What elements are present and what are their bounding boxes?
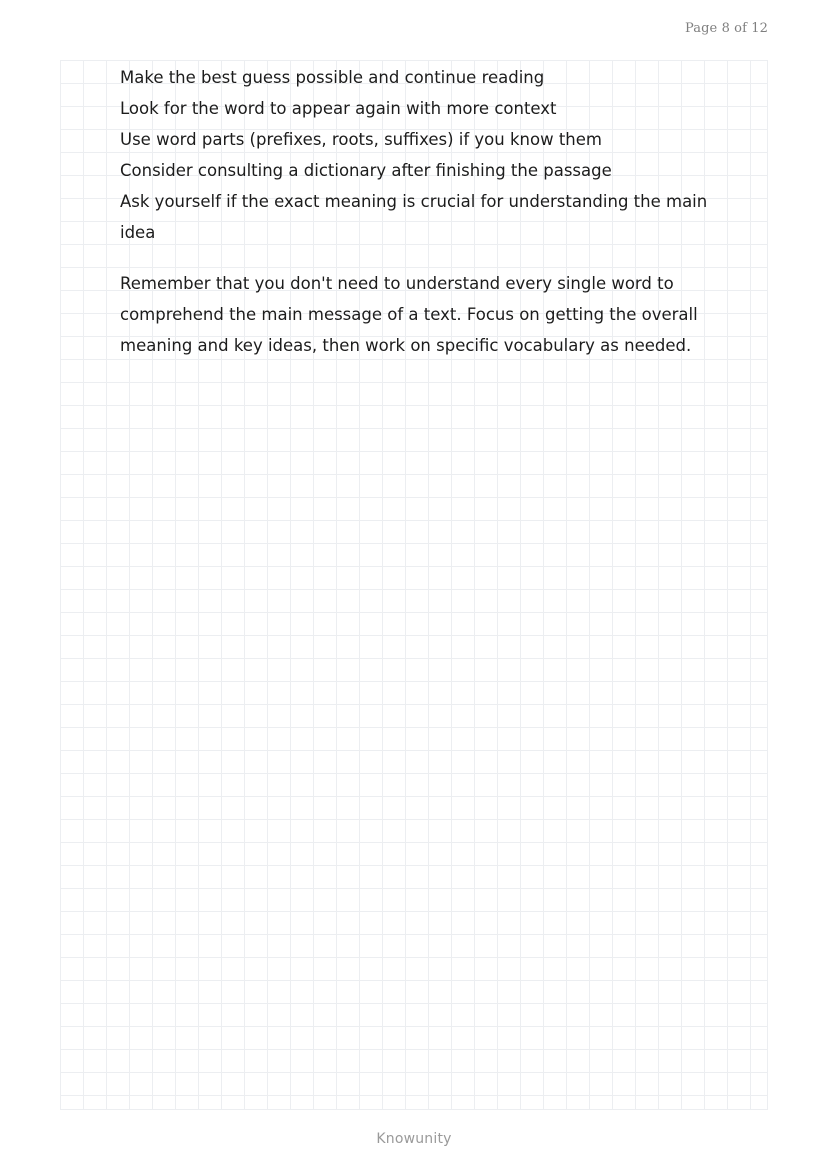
list-item: Ask yourself if the exact meaning is crucial for understanding the main idea: [120, 192, 708, 242]
list-item: Look for the word to appear again with more context: [120, 99, 557, 118]
footer-brand-logo: Knowunity: [376, 1131, 452, 1147]
page-number: Page 8 of 12: [685, 21, 768, 36]
list-item: Use word parts (prefixes, roots, suffixes) if you know them: [120, 130, 602, 149]
summary-paragraph: Remember that you don't need to understand every single word to comprehend the main message of a text. Focus on getting the overall meaning and key ideas, then work on specific vocabulary as needed.: [120, 274, 698, 355]
document-body: [120, 62, 720, 361]
list-item: Consider consulting a dictionary after finishing the passage: [120, 161, 612, 180]
strategy-list: [120, 62, 720, 248]
list-item: Make the best guess possible and continue reading: [120, 68, 545, 87]
